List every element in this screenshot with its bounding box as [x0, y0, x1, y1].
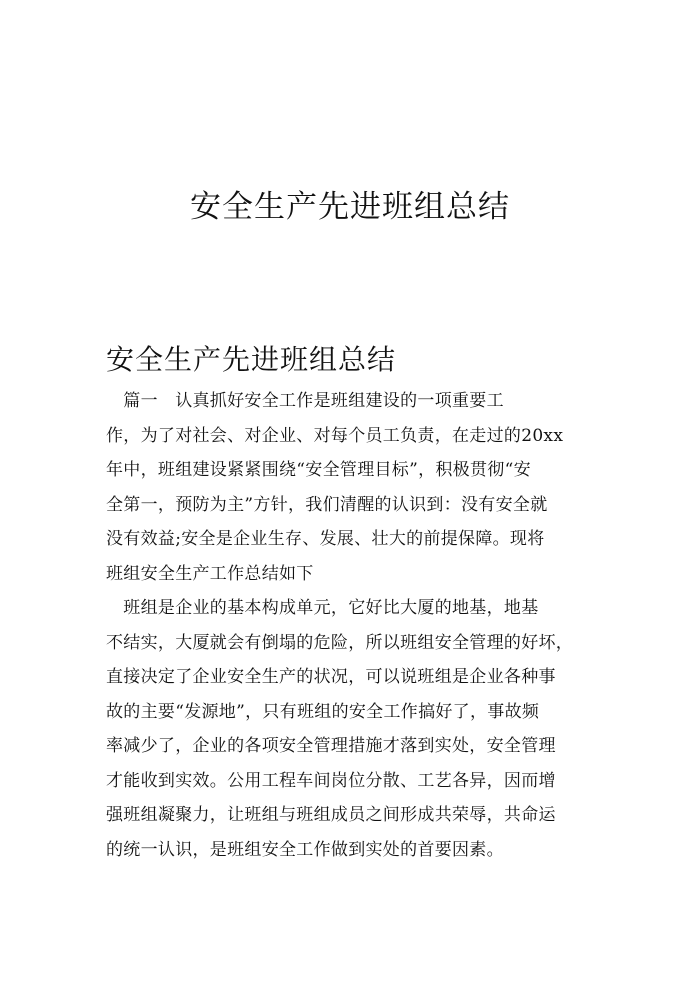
paragraph-line: 故的主要“发源地”，只有班组的安全工作搞好了，事故频 — [106, 701, 540, 722]
paragraph-line: 强班组凝聚力，让班组与班组成员之间形成共荣辱，共命运 — [106, 805, 556, 825]
document-title: 安全生产先进班组总结 — [190, 189, 510, 225]
paragraph-line: 直接决定了企业安全生产的状况，可以说班组是企业各种事 — [106, 667, 556, 687]
paragraph-line: 全第一，预防为主”方针，我们清醒的认识到：没有安全就 — [106, 494, 548, 515]
paragraph-line: 篇一 认真抓好安全工作是班组建设的一项重要工 — [106, 391, 504, 411]
paragraph-line: 才能收到实效。公用工程车间岗位分散、工艺各异，因而增 — [106, 770, 556, 791]
paragraph-line: 的统一认识，是班组安全工作做到实处的首要因素。 — [106, 839, 504, 860]
paragraph-line: 年中，班组建设紧紧围绕“安全管理目标”，积极贯彻“安 — [106, 460, 531, 480]
paragraph-line: 没有效益;安全是企业生存、发展、壮大的前提保障。现将 — [106, 529, 545, 549]
paragraph-line: 不结实，大厦就会有倒塌的危险，所以班组安全管理的好坏， — [106, 632, 574, 653]
paragraph-line: 作，为了对社会、对企业、对每个员工负责，在走过的20xx — [106, 425, 564, 446]
section-heading: 安全生产先进班组总结 — [106, 343, 397, 376]
paragraph-line: 班组安全生产工作总结如下 — [106, 563, 314, 584]
paragraph-line: 率减少了，企业的各项安全管理措施才落到实处，安全管理 — [106, 736, 556, 756]
paragraph-line: 班组是企业的基本构成单元，它好比大厦的地基，地基 — [106, 598, 539, 618]
body-text — [106, 384, 586, 867]
